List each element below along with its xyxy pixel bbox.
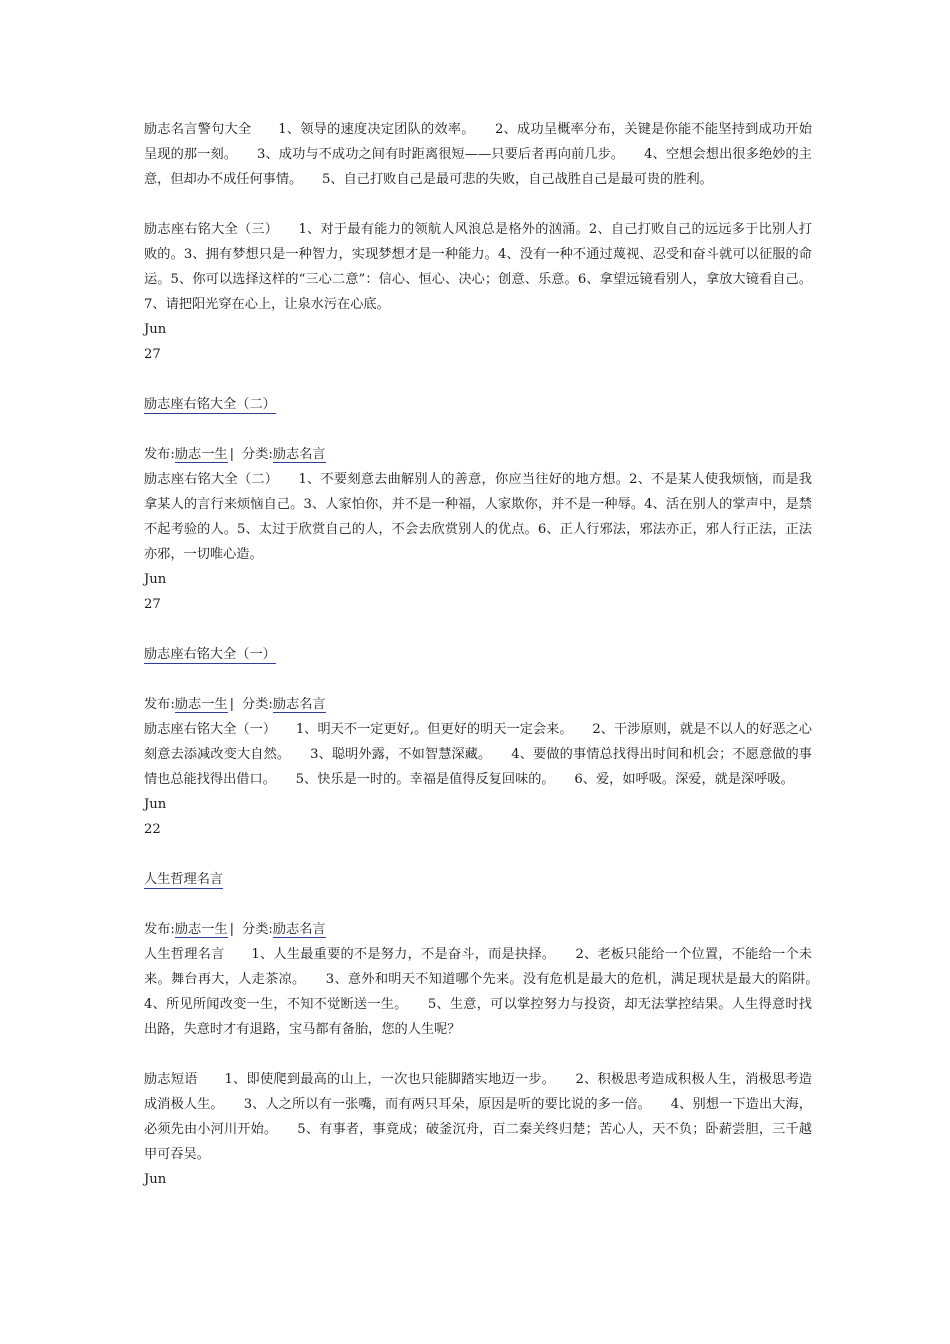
author-link[interactable]: 励志一生 [174,447,228,462]
date-month: Jun [144,1172,167,1187]
intro-paragraph: 励志名言警句大全 1、领导的速度决定团队的效率。 2、成功呈概率分布，关键是你能不能坚持到成功开始呈现的那一刻。 3、成功与不成功之间有时距离很短——只要后者再向前几步。 4、空想会想出很多绝妙的主意，但却办不成任何事情。 5、自己打败自己是最可悲的失败，自己战胜自己是最可贵的胜利。 [144,122,812,187]
category-label: 分类: [242,922,273,937]
publish-label: 发布: [144,922,175,937]
meta-separator: | [229,447,235,462]
category-label: 分类: [242,447,273,462]
post-body-extra: 励志短语 1、即使爬到最高的山上，一次也只能脚踏实地迈一步。 2、积极思考造成积极人生，消极思考造成消极人生。 3、人之所以有一张嘴，而有两只耳朵，原因是听的要比说的多一倍。 4、别想一下造出大海，必须先由小河川开始。 5、有事者，事竟成；破釜沉舟，百二秦关终归楚；苦心人，天不负；卧薪尝胆，三千越甲可吞吴。 [144,1072,812,1162]
date-month: Jun [144,572,167,587]
author-link[interactable]: 励志一生 [174,922,228,937]
date-day: 22 [144,822,161,837]
post-body: 人生哲理名言 1、人生最重要的不是努力，不是奋斗，而是抉择。 2、老板只能给一个位置，不能给一个未来。舞台再大，人走茶凉。 3、意外和明天不知道哪个先来。没有危机是最大的危机，满足现状是最大的陷阱。 4、所见所闻改变一生，不知不觉断送一生。 5、生意，可以掌控努力与投资，却无法掌控结果。人生得意时找出路，失意时才有退路，宝马都有备胎，您的人生呢？ [144,947,839,1037]
meta-separator: | [229,922,235,937]
author-link[interactable]: 励志一生 [174,697,228,712]
category-link[interactable]: 励志名言 [272,447,326,462]
category-label: 分类: [242,697,273,712]
article-content [144,117,839,1192]
publish-label: 发布: [144,697,175,712]
category-link[interactable]: 励志名言 [272,922,326,937]
post-meta [144,917,812,942]
post-body: 励志座右铭大全（二） 1、不要刻意去曲解别人的善意，你应当往好的地方想。2、不是某人使我烦恼，而是我拿某人的言行来烦恼自己。3、人家怕你，并不是一种福，人家欺你，并不是一种辱。4、活在别人的掌声中，是禁不起考验的人。5、太过于欣赏自己的人，不会去欣赏别人的优点。6、正人行邪法，邪法亦正，邪人行正法，正法亦邪，一切唯心造。 [144,472,812,562]
post-title [144,642,812,667]
category-link[interactable]: 励志名言 [272,697,326,712]
date-day: 27 [144,347,161,362]
post-title [144,392,812,417]
post-meta [144,692,812,717]
date-month: Jun [144,797,167,812]
post-body: 励志座右铭大全（一） 1、明天不一定更好,。但更好的明天一定会来。 2、干涉原则，就是不以人的好恶之心刻意去添减改变大自然。 3、聪明外露，不如智慧深藏。 4、要做的事情总找得出时间和机会；不愿意做的事情也总能找得出借口。 5、快乐是一时的。幸福是值得反复回味的。 6、爱，如呼吸。深爱，就是深呼吸。 [144,722,812,787]
meta-separator: | [229,697,235,712]
post-title-link[interactable]: 励志座右铭大全（二） [144,397,276,412]
post-meta [144,442,812,467]
intro-paragraph: 励志座右铭大全（三） 1、对于最有能力的领航人风浪总是格外的汹涌。2、自己打败自己的远远多于比别人打败的。3、拥有梦想只是一种智力，实现梦想才是一种能力。4、没有一种不通过蔑视、忍受和奋斗就可以征服的命运。5、你可以选择这样的“三心二意”：信心、恒心、决心；创意、乐意。6、拿望远镜看别人，拿放大镜看自己。7、请把阳光穿在心上，让泉水污在心底。 [144,222,812,312]
date-day: 27 [144,597,161,612]
date-month: Jun [144,322,167,337]
post-title [144,867,812,892]
publish-label: 发布: [144,447,175,462]
post-title-link[interactable]: 励志座右铭大全（一） [144,647,276,662]
post-title-link[interactable]: 人生哲理名言 [144,872,224,887]
